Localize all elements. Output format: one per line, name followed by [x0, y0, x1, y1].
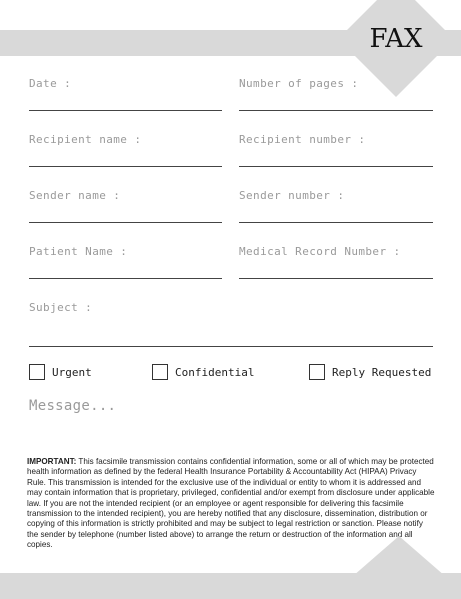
reply-requested-checkbox[interactable]: [309, 364, 431, 380]
notice-heading: IMPORTANT:: [27, 457, 77, 466]
pages-label: Number of pages :: [239, 77, 359, 90]
sender-name-field[interactable]: [29, 189, 120, 202]
date-line[interactable]: [29, 110, 222, 111]
patient-name-line[interactable]: [29, 278, 222, 279]
recipient-number-label: Recipient number :: [239, 133, 366, 146]
reply-requested-checkbox-box[interactable]: [309, 364, 325, 380]
notice-body: This facsimile transmission contains confidential information, some or all of which may be protected health information as defined by the federal Health Insurance Portability & Accountability Act (HIPAA) Privacy Rule. This transmission is intended for the exclusive use of the individual or entity to whom it is addressed and may contain information that is proprietary, privileged, confidential and/or exempt from disclosure under applicable law. If you are not the intended recipient (or an employee or agent responsible for delivering this facsimile transmission to the intended recipient), you are hereby notified that any disclosure, dissemination, distribution or copying of this information is strictly prohibited and may be subject to legal restriction or sanction. Please notify the sender by telephone (number listed above) to arrange the return or destruction of the information and all copies.: [27, 457, 435, 550]
pages-field[interactable]: [239, 77, 358, 90]
pages-line[interactable]: [239, 110, 433, 111]
urgent-checkbox-box[interactable]: [29, 364, 45, 380]
medical-record-field[interactable]: [239, 245, 401, 258]
sender-number-label: Sender number :: [239, 189, 345, 202]
reply-requested-label: Reply Requested: [332, 365, 432, 379]
medical-record-line[interactable]: [239, 278, 433, 279]
patient-name-field[interactable]: [29, 245, 127, 258]
footer-band: [0, 573, 461, 599]
urgent-label: Urgent: [52, 365, 92, 379]
recipient-number-line[interactable]: [239, 166, 433, 167]
subject-field[interactable]: [29, 301, 92, 314]
recipient-name-label: Recipient name :: [29, 133, 142, 146]
confidential-checkbox[interactable]: [152, 364, 254, 380]
sender-number-line[interactable]: [239, 222, 433, 223]
confidential-label: Confidential: [175, 365, 255, 379]
recipient-name-line[interactable]: [29, 166, 222, 167]
message-area[interactable]: Message...: [29, 398, 117, 414]
confidential-checkbox-box[interactable]: [152, 364, 168, 380]
page-title: FAX: [369, 24, 423, 54]
footer-triangle: [353, 536, 445, 576]
subject-line[interactable]: [29, 346, 433, 347]
sender-number-field[interactable]: [239, 189, 344, 202]
date-field[interactable]: [29, 77, 71, 90]
medical-record-label: Medical Record Number :: [239, 245, 401, 258]
subject-label: Subject :: [29, 301, 93, 314]
patient-name-label: Patient Name :: [29, 245, 128, 258]
recipient-number-field[interactable]: [239, 133, 365, 146]
date-label: Date :: [29, 77, 72, 90]
sender-name-label: Sender name :: [29, 189, 121, 202]
urgent-checkbox[interactable]: [29, 364, 92, 380]
recipient-name-field[interactable]: [29, 133, 141, 146]
sender-name-line[interactable]: [29, 222, 222, 223]
